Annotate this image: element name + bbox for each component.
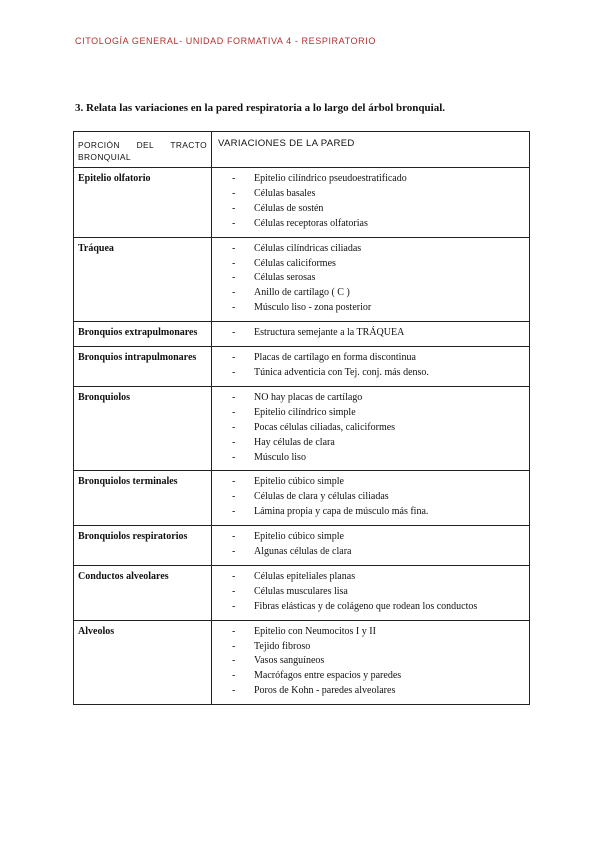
variations-list — [212, 621, 529, 705]
variations-list — [212, 566, 529, 620]
table-row — [74, 168, 530, 238]
variations-cell — [212, 526, 530, 566]
list-item-text: Epitelio cúbico simple — [254, 476, 344, 488]
variations-list — [212, 471, 529, 525]
table-header-row — [74, 132, 530, 168]
bronchial-tree-table — [73, 131, 530, 705]
list-item-text: Células basales — [254, 187, 316, 199]
portion-cell: Bronquios intrapulmonares — [74, 347, 212, 387]
list-item-text: Células epiteliales planas — [254, 570, 356, 582]
variations-list — [212, 168, 529, 237]
list-item — [232, 301, 523, 316]
dash-bullet: - — [232, 327, 236, 339]
dash-bullet: - — [232, 257, 236, 269]
table-row — [74, 322, 530, 347]
variations-cell — [212, 620, 530, 705]
list-item — [232, 286, 523, 301]
list-item — [232, 187, 523, 202]
dash-bullet: - — [232, 366, 236, 378]
dash-bullet: - — [232, 217, 236, 229]
table-row — [74, 347, 530, 387]
list-item — [232, 451, 523, 466]
variations-list — [212, 322, 529, 346]
list-item — [232, 217, 523, 232]
list-item — [232, 257, 523, 272]
list-item-text: Células de sostén — [254, 202, 324, 214]
list-item-text: Células musculares lisa — [254, 585, 348, 597]
list-item — [232, 406, 523, 421]
list-item-text: Fibras elásticas y de colágeno que rodean los conductos — [254, 600, 478, 612]
list-item-text: Células receptoras olfatorias — [254, 217, 368, 229]
variations-list — [212, 526, 529, 565]
dash-bullet: - — [232, 531, 236, 543]
variations-cell — [212, 565, 530, 620]
variations-cell — [212, 347, 530, 387]
list-item — [232, 654, 523, 669]
column-header-variations: VARIACIONES DE LA PARED — [212, 132, 530, 168]
list-item — [232, 436, 523, 451]
dash-bullet: - — [232, 491, 236, 503]
question-title: 3. Relata las variaciones en la pared respiratoria a lo largo del árbol bronquial. — [75, 102, 446, 114]
list-item — [232, 585, 523, 600]
portion-cell: Conductos alveolares — [74, 565, 212, 620]
list-item — [232, 475, 523, 490]
list-item-text: Anillo de cartílago ( C ) — [254, 287, 350, 299]
portion-cell: Alveolos — [74, 620, 212, 705]
list-item-text: Células serosas — [254, 272, 316, 284]
dash-bullet: - — [232, 546, 236, 558]
dash-bullet: - — [232, 600, 236, 612]
variations-cell — [212, 168, 530, 238]
dash-bullet: - — [232, 685, 236, 697]
list-item — [232, 351, 523, 366]
variations-list — [212, 347, 529, 386]
list-item-text: Epitelio cúbico simple — [254, 531, 344, 543]
list-item-text: Macrófagos entre espacios y paredes — [254, 670, 402, 682]
table-row — [74, 386, 530, 471]
dash-bullet: - — [232, 570, 236, 582]
variations-list — [212, 238, 529, 322]
list-item-text: Algunas células de clara — [254, 546, 352, 558]
list-item-text: Túnica adventicia con Tej. conj. más denso. — [254, 366, 429, 378]
list-item-text: Células de clara y células ciliadas — [254, 491, 389, 503]
list-item-text: Músculo liso - zona posterior — [254, 302, 372, 314]
list-item — [232, 490, 523, 505]
portion-cell: Epitelio olfatorio — [74, 168, 212, 238]
column-header-portion: PORCIÓN DEL TRACTO BRONQUIAL — [74, 132, 212, 168]
variations-cell — [212, 386, 530, 471]
dash-bullet: - — [232, 585, 236, 597]
dash-bullet: - — [232, 173, 236, 184]
list-item — [232, 202, 523, 217]
portion-cell: Bronquiolos — [74, 386, 212, 471]
dash-bullet: - — [232, 406, 236, 418]
dash-bullet: - — [232, 670, 236, 682]
dash-bullet: - — [232, 391, 236, 403]
dash-bullet: - — [232, 202, 236, 214]
list-item — [232, 505, 523, 520]
list-item — [232, 530, 523, 545]
table-row — [74, 620, 530, 705]
dash-bullet: - — [232, 421, 236, 433]
portion-cell: Bronquiolos respiratorios — [74, 526, 212, 566]
list-item — [232, 545, 523, 560]
list-item-text: Células cilíndricas ciliadas — [254, 242, 362, 254]
table-row — [74, 526, 530, 566]
document-header: CITOLOGÍA GENERAL- UNIDAD FORMATIVA 4 - RESPIRATORIO — [75, 36, 376, 46]
list-item — [232, 625, 523, 640]
list-item-text: Músculo liso — [254, 451, 306, 463]
list-item — [232, 172, 523, 187]
variations-cell — [212, 322, 530, 347]
list-item — [232, 366, 523, 381]
portion-cell: Bronquios extrapulmonares — [74, 322, 212, 347]
list-item-text: Tejido fibroso — [254, 640, 311, 652]
list-item-text: Estructura semejante a la TRÁQUEA — [254, 327, 405, 339]
list-item-text: Epitelio cilíndrico pseudoestratificado — [254, 173, 407, 184]
dash-bullet: - — [232, 506, 236, 518]
list-item — [232, 391, 523, 406]
dash-bullet: - — [232, 436, 236, 448]
dash-bullet: - — [232, 187, 236, 199]
list-item — [232, 684, 523, 699]
table-body — [74, 168, 530, 705]
dash-bullet: - — [232, 287, 236, 299]
table-row — [74, 237, 530, 322]
variations-cell — [212, 471, 530, 526]
list-item-text: Pocas células ciliadas, caliciformes — [254, 421, 396, 433]
list-item-text: Poros de Kohn - paredes alveolares — [254, 685, 396, 697]
list-item — [232, 326, 523, 341]
list-item — [232, 640, 523, 655]
dash-bullet: - — [232, 302, 236, 314]
dash-bullet: - — [232, 242, 236, 254]
dash-bullet: - — [232, 352, 236, 364]
list-item-text: Vasos sanguíneos — [254, 655, 325, 667]
list-item — [232, 421, 523, 436]
dash-bullet: - — [232, 476, 236, 488]
portion-cell: Bronquiolos terminales — [74, 471, 212, 526]
dash-bullet: - — [232, 625, 236, 637]
dash-bullet: - — [232, 272, 236, 284]
dash-bullet: - — [232, 640, 236, 652]
list-item — [232, 570, 523, 585]
table-row — [74, 565, 530, 620]
list-item-text: Epitelio cilíndrico simple — [254, 406, 356, 418]
list-item-text: NO hay placas de cartílago — [254, 391, 363, 403]
list-item-text: Placas de cartílago en forma discontinua — [254, 352, 416, 364]
list-item — [232, 242, 523, 257]
dash-bullet: - — [232, 655, 236, 667]
list-item — [232, 600, 523, 615]
portion-cell: Tráquea — [74, 237, 212, 322]
variations-list — [212, 387, 529, 471]
table-row — [74, 471, 530, 526]
list-item-text: Lámina propia y capa de músculo más fina. — [254, 506, 429, 518]
list-item-text: Hay células de clara — [254, 436, 335, 448]
variations-cell — [212, 237, 530, 322]
list-item-text: Epitelio con Neumocitos I y II — [254, 625, 376, 637]
list-item — [232, 271, 523, 286]
list-item-text: Células caliciformes — [254, 257, 336, 269]
dash-bullet: - — [232, 451, 236, 463]
list-item — [232, 669, 523, 684]
